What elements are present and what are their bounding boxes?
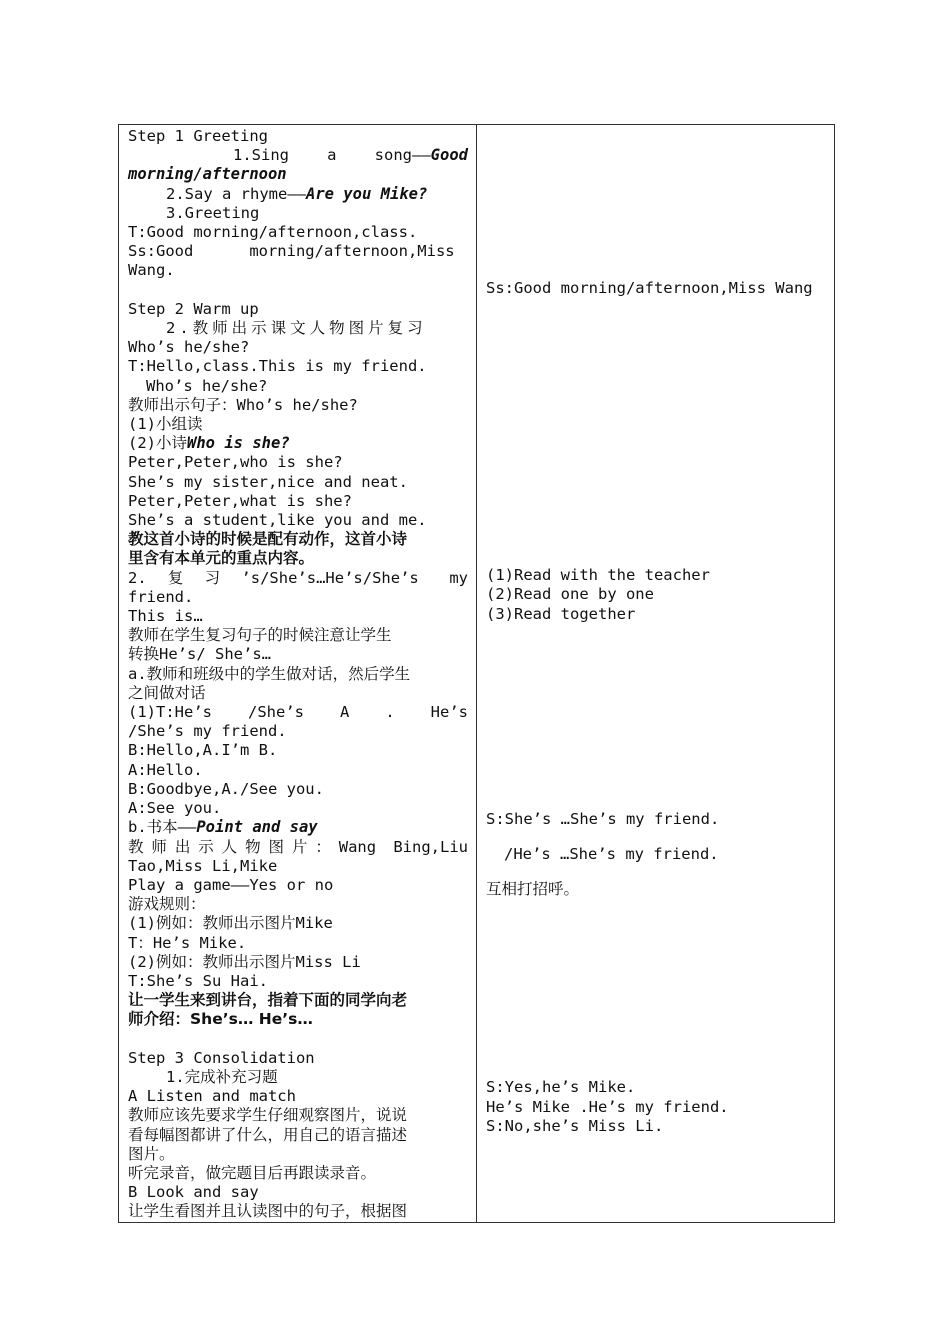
teacher-activity-cell (119, 125, 477, 1223)
table-row (119, 125, 835, 1223)
text-line: B:Hello,A.I’m B. (128, 741, 278, 760)
text-line: 转换He’s/ She’s… (128, 645, 271, 664)
text-line (128, 185, 468, 204)
student-activity-cell (477, 125, 835, 1223)
song-title: Good (430, 146, 468, 165)
lesson-plan-table (118, 124, 835, 1223)
text-line: /She’s my friend. (128, 722, 287, 741)
text-line: 1.完成补充习题 (166, 1067, 278, 1086)
text-line: 之间做对话 (128, 683, 206, 702)
text-line: She’s my sister,nice and neat. (128, 472, 408, 491)
text-line: Tao,Miss Li,Mike (128, 856, 278, 875)
student-response: He’s Mike .He’s my friend. (486, 1097, 729, 1116)
text-span: b.书本—— (128, 818, 197, 837)
student-response: (2)Read one by one (486, 585, 654, 604)
spacer (128, 1030, 468, 1049)
text-line: 教师在学生复习句子的时候注意让学生 (128, 626, 392, 645)
spacer (486, 624, 826, 810)
text-line: 3.Greeting (166, 203, 260, 222)
spacer (486, 864, 826, 880)
text-span: 1.Sing a song—— (233, 146, 431, 165)
text-line: B Look and say (128, 1183, 259, 1202)
spacer (486, 298, 826, 566)
text-line: 游戏规则： (128, 895, 206, 914)
rhyme-title: Are you Mike? (305, 184, 428, 203)
text-line: Ss:Good morning/afternoon,Miss (128, 242, 455, 261)
text-span: 2.Say a rhyme—— (166, 184, 306, 203)
text-line: 听完录音，做完题目后再跟读录音。 (128, 1163, 377, 1182)
text-line: (1)小组读 (128, 415, 203, 434)
step3-title: Step 3 Consolidation (128, 1048, 315, 1067)
text-span: (2)小诗 (128, 434, 187, 453)
student-response: 互相打招呼。 (486, 880, 580, 899)
bold-note: 教这首小诗的时候是配有动作，这首小诗 (128, 530, 408, 549)
text-line: Wang. (128, 261, 175, 280)
bold-note: 里含有本单元的重点内容。 (128, 549, 315, 568)
text-line: A Listen and match (128, 1087, 296, 1106)
section-title: Point and say (196, 818, 318, 837)
student-response: (1)Read with the teacher (486, 566, 710, 585)
text-line: (1)例如：教师出示图片Mike (128, 914, 333, 933)
bold-note: 让一学生来到讲台，指着下面的同学向老 (128, 991, 408, 1010)
text-line: 图片。 (128, 1144, 175, 1163)
student-response: (3)Read together (486, 604, 636, 623)
spacer (128, 281, 468, 300)
student-response: /He’s …She’s my friend. (504, 845, 719, 864)
song-title-cont: morning/afternoon (128, 165, 287, 184)
text-line: Who’s he/she? (128, 338, 250, 357)
text-line: (2)例如：教师出示图片Miss Li (128, 952, 361, 971)
text-line: Peter,Peter,who is she? (128, 453, 343, 472)
text-line: a.教师和班级中的学生做对话，然后学生 (128, 664, 411, 683)
spacer (486, 127, 826, 279)
spacer (486, 899, 826, 1078)
text-line (128, 146, 468, 165)
student-response: S:Yes,he’s Mike. (486, 1078, 636, 1097)
text-line: This is… (128, 607, 203, 626)
poem-title: Who is she? (187, 434, 290, 453)
text-line: A:See you. (128, 799, 222, 818)
text-line: She’s a student,like you and me. (128, 511, 427, 530)
text-line: 教师出示句子：Who’s he/she? (128, 395, 358, 414)
text-line: 教师出示人物图片：Wang Bing,Liu (128, 837, 468, 856)
text-line: 看每幅图都讲了什么，用自己的语言描述 (128, 1125, 408, 1144)
text-line: Peter,Peter,what is she? (128, 491, 352, 510)
text-line: B:Goodbye,A./See you. (128, 779, 324, 798)
spacer (486, 829, 826, 845)
text-line: A:Hello. (128, 760, 203, 779)
text-line: 教师应该先要求学生仔细观察图片，说说 (128, 1106, 408, 1125)
text-line: T:Good morning/afternoon,class. (128, 223, 418, 242)
text-line: T:Hello,class.This is my friend. (128, 357, 427, 376)
text-line: 2.复习’s/She’s…He’s/She’s my (128, 568, 468, 587)
student-response: S:No,she’s Miss Li. (486, 1116, 664, 1135)
text-line (128, 434, 468, 453)
step1-title: Step 1 Greeting (128, 127, 268, 145)
text-line: Play a game——Yes or no (128, 875, 334, 894)
text-line: T：He’s Mike. (128, 933, 247, 952)
step2-title: Step 2 Warm up (128, 299, 259, 318)
text-line (128, 818, 468, 837)
student-response: Ss:Good morning/afternoon,Miss Wang (486, 279, 813, 297)
text-line: 2.教师出示课文人物图片复习 (166, 319, 427, 338)
student-response: S:She’s …She’s my friend. (486, 809, 720, 828)
text-line: Who’s he/she? (146, 376, 268, 395)
text-line: T:She’s Su Hai. (128, 971, 268, 990)
text-line: friend. (128, 587, 194, 606)
text-line: 让学生看图并且认读图中的句子，根据图 (128, 1202, 408, 1221)
text-line: (1)T:He’s /She’s A . He’s (128, 703, 468, 722)
bold-note: 师介绍：She’s… He’s… (128, 1010, 313, 1029)
